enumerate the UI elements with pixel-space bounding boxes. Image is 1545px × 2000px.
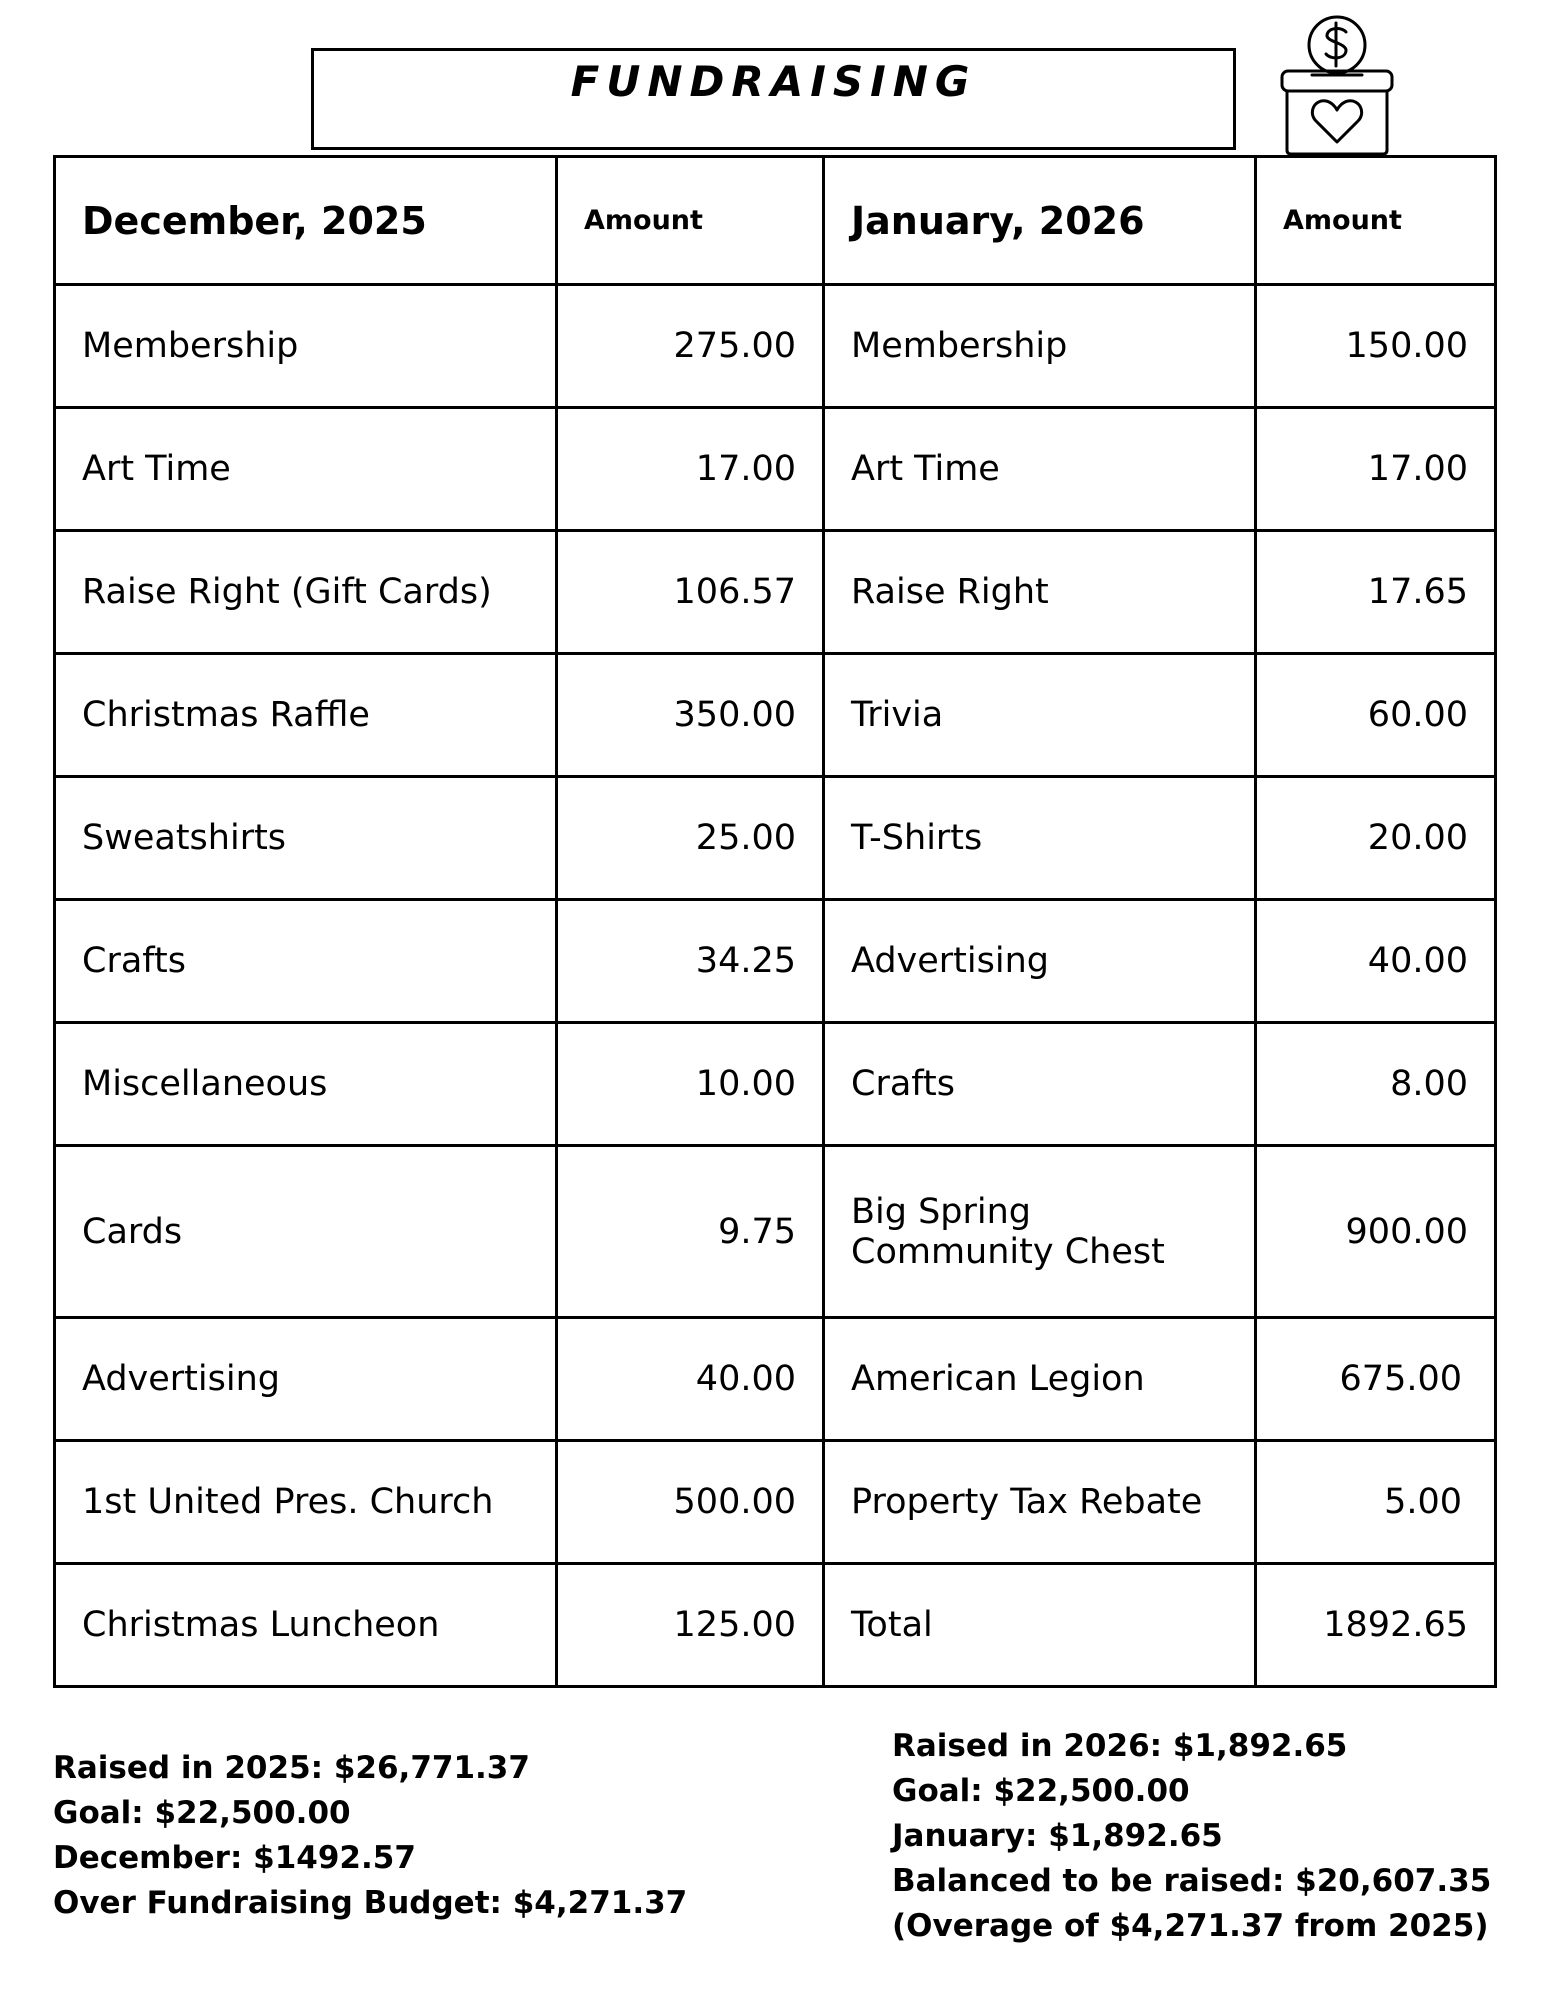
donation-box-dollar-heart-icon [1278,12,1396,157]
january-amount: 17.65 [1256,531,1496,654]
january-amount: 8.00 [1256,1023,1496,1146]
january-amount: 675.00 [1256,1318,1496,1441]
january-item: Big Spring Community Chest [824,1146,1256,1318]
december-amount: 10.00 [557,1023,824,1146]
december-amount: 34.25 [557,900,824,1023]
summary-2026 [892,1724,1491,1949]
balance-to-raise: Balanced to be raised: $20,607.35 [892,1863,1492,1899]
december-item: Membership [55,285,557,408]
table-row [55,654,1496,777]
december-amount: 106.57 [557,531,824,654]
january-amount-header: Amount [1256,157,1496,285]
raised-2025: Raised in 2025: $26,771.37 [53,1750,530,1786]
january-item: Membership [824,285,1256,408]
january-amount: 150.00 [1256,285,1496,408]
table-row [55,531,1496,654]
overage-note: (Overage of $4,271.37 from 2025) [892,1908,1489,1944]
january-item: Art Time [824,408,1256,531]
december-item: Sweatshirts [55,777,557,900]
december-item: 1st United Pres. Church [55,1441,557,1564]
january-2026-header: January, 2026 [824,157,1256,285]
january-amount: 5.00 [1256,1441,1496,1564]
december-item: Crafts [55,900,557,1023]
january-item: Advertising [824,900,1256,1023]
january-amount: 60.00 [1256,654,1496,777]
december-amount: 275.00 [557,285,824,408]
title-box [311,48,1236,150]
january-total-amount: 1892.65 [1256,1564,1496,1687]
january-total-label: Total [824,1564,1256,1687]
december-amount: 17.00 [557,408,824,531]
over-budget: Over Fundraising Budget: $4,271.37 [53,1885,688,1921]
table-row [55,1146,1496,1318]
december-total: December: $1492.57 [53,1840,416,1876]
january-item: American Legion [824,1318,1256,1441]
table-header-row [55,157,1496,285]
january-amount: 20.00 [1256,777,1496,900]
december-item: Raise Right (Gift Cards) [55,531,557,654]
table-row [55,1441,1496,1564]
table-row [55,777,1496,900]
january-item: Crafts [824,1023,1256,1146]
december-item: Art Time [55,408,557,531]
january-total: January: $1,892.65 [892,1818,1223,1854]
december-item: Christmas Raffle [55,654,557,777]
january-item: Property Tax Rebate [824,1441,1256,1564]
goal-2025: Goal: $22,500.00 [53,1795,351,1831]
december-amount: 500.00 [557,1441,824,1564]
january-item: Trivia [824,654,1256,777]
table-row [55,1564,1496,1687]
january-amount: 17.00 [1256,408,1496,531]
goal-2026: Goal: $22,500.00 [892,1773,1190,1809]
december-amount: 25.00 [557,777,824,900]
table-row [55,408,1496,531]
december-amount: 9.75 [557,1146,824,1318]
january-item: T-Shirts [824,777,1256,900]
january-item: Raise Right [824,531,1256,654]
december-item: Miscellaneous [55,1023,557,1146]
december-item: Cards [55,1146,557,1318]
page-title: FUNDRAISING [570,57,977,106]
december-2025-header: December, 2025 [55,157,557,285]
january-amount: 40.00 [1256,900,1496,1023]
december-item: Advertising [55,1318,557,1441]
table-row [55,1318,1496,1441]
december-amount-header: Amount [557,157,824,285]
december-amount: 40.00 [557,1318,824,1441]
summary-2025 [53,1746,687,1926]
december-amount: 350.00 [557,654,824,777]
december-item: Christmas Luncheon [55,1564,557,1687]
december-amount: 125.00 [557,1564,824,1687]
table-row [55,900,1496,1023]
raised-2026: Raised in 2026: $1,892.65 [892,1728,1348,1764]
january-amount: 900.00 [1256,1146,1496,1318]
table-row [55,1023,1496,1146]
table-row [55,285,1496,408]
fundraising-table [53,155,1497,1688]
